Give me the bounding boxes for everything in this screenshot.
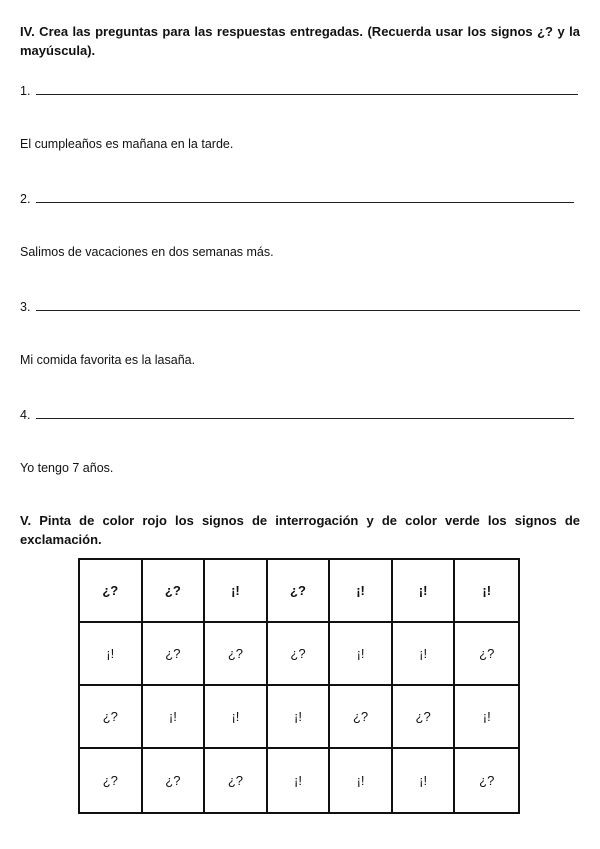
- question-number: 1.: [20, 84, 31, 98]
- sign-cell[interactable]: ¡!: [80, 623, 143, 686]
- question-1-line[interactable]: [20, 84, 578, 98]
- sign-cell[interactable]: ¿?: [143, 749, 206, 812]
- sign-cell[interactable]: ¡!: [205, 560, 268, 623]
- given-answer-3: Mi comida favorita es la lasaña.: [20, 353, 196, 367]
- sign-cell[interactable]: ¿?: [80, 749, 143, 812]
- sign-cell[interactable]: ¡!: [268, 749, 331, 812]
- question-number: 4.: [20, 408, 31, 422]
- sign-cell[interactable]: ¿?: [80, 560, 143, 623]
- sign-cell[interactable]: ¡!: [143, 686, 206, 749]
- sign-cell[interactable]: ¡!: [455, 686, 518, 749]
- question-2-line[interactable]: [20, 192, 574, 206]
- sign-cell[interactable]: ¿?: [268, 623, 331, 686]
- sign-cell[interactable]: ¡!: [268, 686, 331, 749]
- sign-cell[interactable]: ¡!: [205, 686, 268, 749]
- sign-cell[interactable]: ¿?: [330, 686, 393, 749]
- answer-blank[interactable]: [36, 417, 574, 419]
- sign-cell[interactable]: ¿?: [479, 773, 495, 788]
- question-3-line[interactable]: [20, 300, 580, 314]
- given-answer-1: El cumpleaños es mañana en la tarde.: [20, 137, 234, 151]
- sign-cell[interactable]: ¿?: [393, 686, 456, 749]
- answer-blank[interactable]: [36, 309, 580, 311]
- question-number: 2.: [20, 192, 31, 206]
- sign-cell[interactable]: ¡!: [330, 623, 393, 686]
- sign-cell[interactable]: ¿?: [205, 623, 268, 686]
- section-4-title: IV. Crea las preguntas para las respuestas entregadas. (Recuerda usar los signos ¿? y la mayúscula).: [20, 24, 580, 58]
- answer-blank[interactable]: [36, 93, 578, 95]
- sign-cell[interactable]: ¡!: [330, 749, 393, 812]
- sign-cell[interactable]: ¡!: [393, 560, 456, 623]
- given-answer-2: Salimos de vacaciones en dos semanas más.: [20, 245, 274, 259]
- question-4-line[interactable]: [20, 408, 574, 422]
- sign-cell[interactable]: ¿?: [80, 686, 143, 749]
- answer-blank[interactable]: [36, 201, 574, 203]
- sign-cell[interactable]: ¿?: [268, 560, 331, 623]
- sign-cell[interactable]: ¡!: [393, 749, 456, 812]
- given-answer-4: Yo tengo 7 años.: [20, 461, 114, 475]
- sign-cell[interactable]: ¡!: [330, 560, 393, 623]
- sign-cell[interactable]: ¿?: [143, 560, 206, 623]
- sign-cell[interactable]: ¿?: [143, 623, 206, 686]
- section-5-title: V. Pinta de color rojo los signos de interrogación y de color verde los signos de exclamación.: [20, 513, 580, 547]
- sign-cell[interactable]: ¡!: [393, 623, 456, 686]
- signs-grid: [78, 558, 520, 814]
- question-number: 3.: [20, 300, 31, 314]
- sign-cell[interactable]: ¡!: [455, 560, 518, 623]
- sign-cell[interactable]: ¿?: [205, 749, 268, 812]
- sign-cell[interactable]: ¿?: [455, 623, 518, 686]
